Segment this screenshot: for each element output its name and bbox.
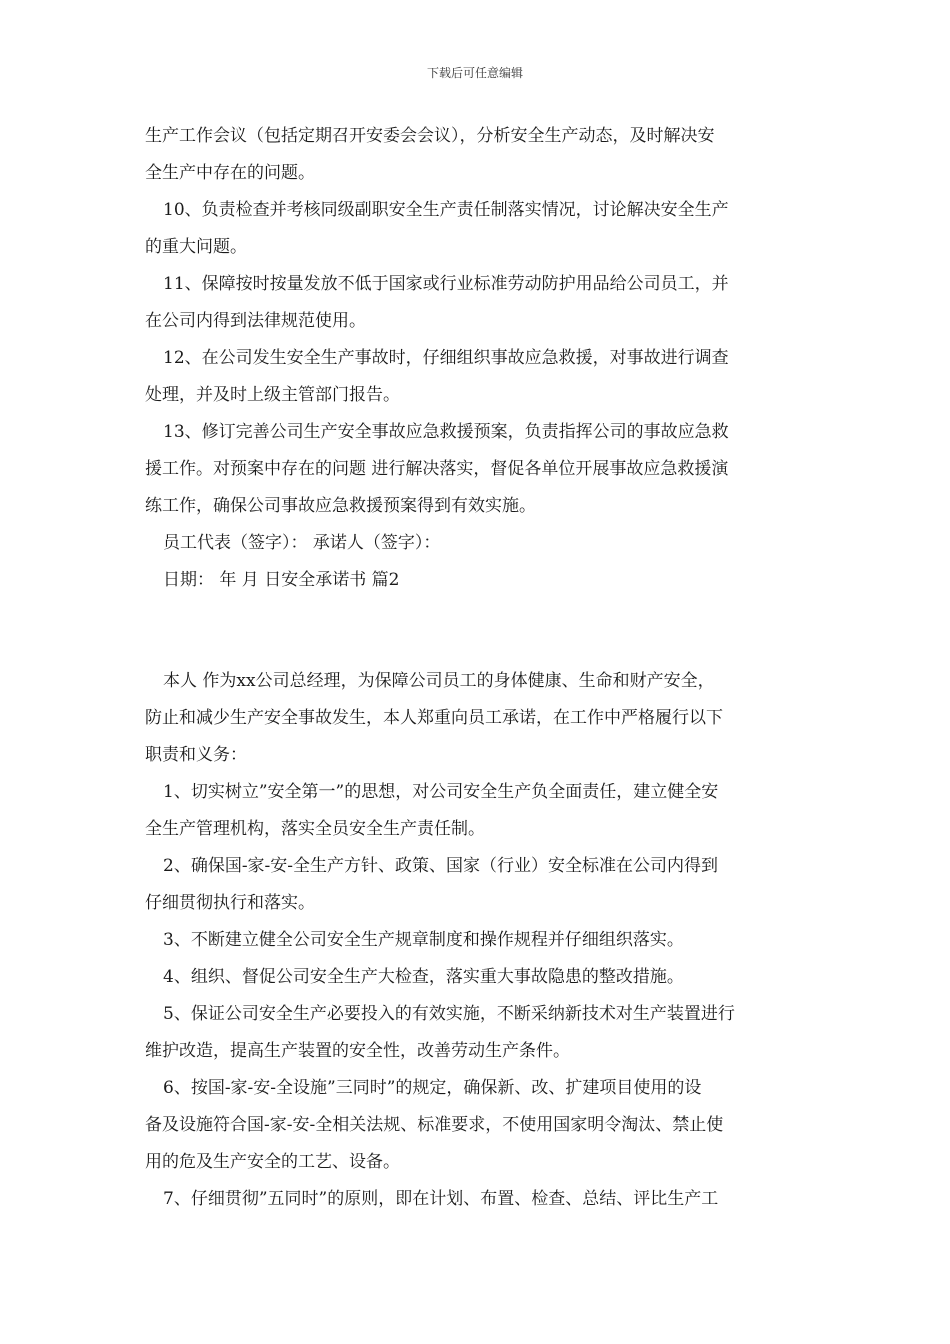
text-line: 12、在公司发生安全生产事故时，仔细组织事故应急救援，对事故进行调查 [163,348,729,368]
document-body [145,118,815,1218]
text-line: 本人 作为xx公司总经理，为保障公司员工的身体健康、生命和财产安全， [163,671,715,691]
signature-line: 员工代表（签字）： 承诺人（签字）： [163,533,441,553]
text-line: 4、组织、督促公司安全生产大检查，落实重大事故隐患的整改措施。 [163,967,684,987]
text-line: 2、确保国-家-安-全生产方针、政策、国家（行业）安全标准在公司内得到 [163,856,719,876]
text-line: 3、不断建立健全公司安全生产规章制度和操作规程并仔细组织落实。 [163,930,684,950]
text-line: 生产工作会议（包括定期召开安委会会议），分析安全生产动态，及时解决安 [145,126,715,146]
text-line: 的重大问题。 [145,237,247,257]
text-line: 援工作。对预案中存在的问题 进行解决落实，督促各单位开展事故应急救援演 [145,459,729,479]
section-gap [145,599,815,663]
text-line: 1、切实树立”安全第一”的思想，对公司安全生产负全面责任，建立健全安 [163,782,719,802]
text-line: 用的危及生产安全的工艺、设备。 [145,1152,400,1172]
text-line: 全生产管理机构，落实全员安全生产责任制。 [145,819,485,839]
text-line: 6、按国-家-安-全设施”三同时”的规定，确保新、改、扩建项目使用的设 [163,1078,702,1098]
text-line: 10、负责检查并考核同级副职安全生产责任制落实情况，讨论解决安全生产 [163,200,729,220]
text-line: 在公司内得到法律规范使用。 [145,311,366,331]
date-line: 日期： 年 月 日安全承诺书 篇2 [163,570,400,590]
text-line: 维护改造，提高生产装置的安全性，改善劳动生产条件。 [145,1041,570,1061]
page-header: 下载后可任意编辑 [426,66,523,80]
text-line: 5、保证公司安全生产必要投入的有效实施，不断采纳新技术对生产装置进行 [163,1004,735,1024]
text-line: 11、保障按时按量发放不低于国家或行业标准劳动防护用品给公司员工，并 [163,274,729,294]
text-line: 处理，并及时上级主管部门报告。 [145,385,400,405]
text-line: 防止和减少生产安全事故发生，本人郑重向员工承诺，在工作中严格履行以下 [145,708,723,728]
text-line: 备及设施符合国-家-安-全相关法规、标准要求，不使用国家明令淘汰、禁止使 [145,1115,724,1135]
text-line: 全生产中存在的问题。 [145,163,315,183]
text-line: 7、仔细贯彻”五同时”的原则，即在计划、布置、检查、总结、评比生产工 [163,1189,719,1209]
text-line: 职责和义务： [145,745,247,765]
text-line: 练工作，确保公司事故应急救援预案得到有效实施。 [145,496,536,516]
text-line: 13、修订完善公司生产安全事故应急救援预案，负责指挥公司的事故应急救 [163,422,729,442]
text-line: 仔细贯彻执行和落实。 [145,893,315,913]
